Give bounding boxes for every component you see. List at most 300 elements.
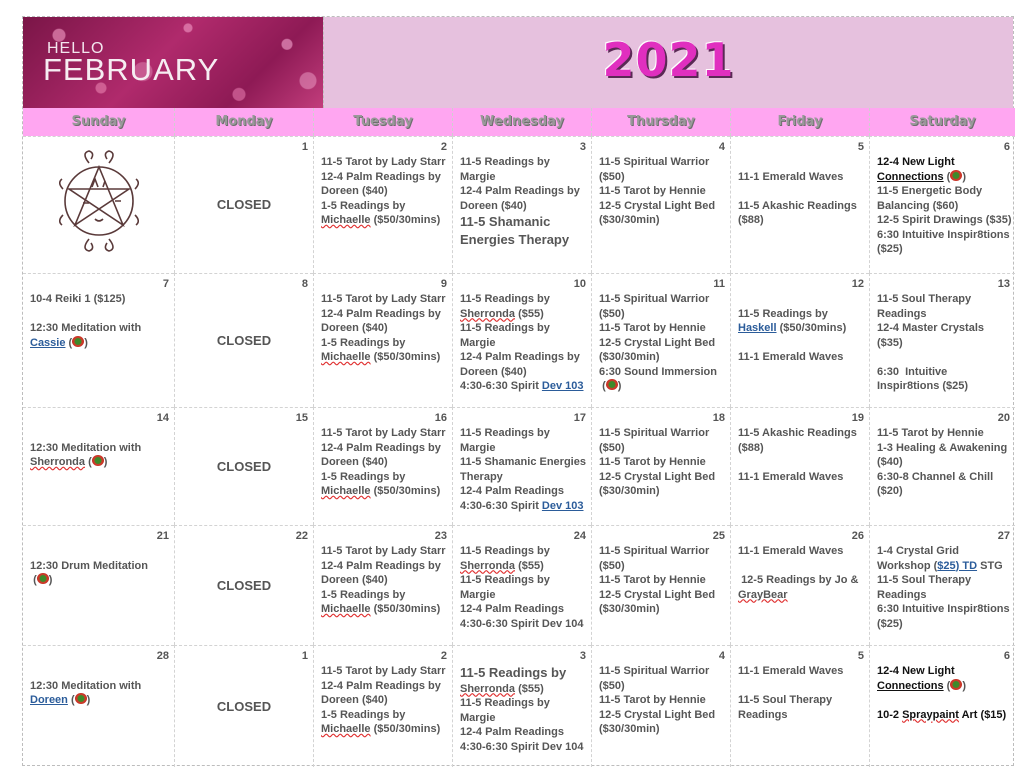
heart-emoji-icon xyxy=(606,379,618,390)
event-text: 12:30 Meditation with xyxy=(30,679,142,692)
day-header-saturday: Saturday xyxy=(869,108,1015,136)
event-list xyxy=(738,426,866,484)
event-text: 12-4 Palm Readings by Doreen ($40) xyxy=(321,307,444,334)
event-line xyxy=(599,365,727,380)
event-text: 12-4 Palm Readings xyxy=(460,726,564,738)
event-text: Spraypaint xyxy=(902,708,959,721)
event-text: 12-5 Readings by Jo & xyxy=(738,574,862,586)
event-text xyxy=(30,545,33,557)
day-number: 25 xyxy=(712,530,725,542)
event-text: ($50/30mins) xyxy=(370,351,441,363)
day-cell xyxy=(313,407,452,525)
event-text: 11-5 Tarot by Lady Starr xyxy=(321,156,446,168)
event-line xyxy=(321,544,449,559)
event-line xyxy=(321,559,449,588)
event-line xyxy=(877,292,1012,321)
event-text: 12-4 Palm Readings by Doreen ($40) xyxy=(321,170,444,197)
event-line xyxy=(877,228,1012,257)
event-list xyxy=(599,292,727,394)
event-line xyxy=(738,307,866,322)
event-line: Cassie ( ) xyxy=(30,336,88,349)
event-link[interactable]: Connections xyxy=(877,679,944,692)
event-list xyxy=(599,426,727,499)
day-number: 20 xyxy=(997,412,1010,424)
event-list xyxy=(321,292,449,365)
event-text: 11-5 Readings by xyxy=(460,545,550,557)
event-list xyxy=(599,155,727,228)
event-line xyxy=(460,499,588,514)
event-line xyxy=(30,441,171,456)
event-line: Sherronda ( ) xyxy=(30,456,108,468)
event-link[interactable]: Haskell xyxy=(738,322,777,334)
event-line xyxy=(738,470,866,485)
event-text: 11-5 Shamanic Energies Therapy xyxy=(460,456,590,483)
event-line xyxy=(599,470,727,499)
event-line xyxy=(599,292,727,321)
event-line xyxy=(599,664,727,693)
event-link[interactable]: $25) TD xyxy=(937,559,978,572)
event-line: Connections ( ) xyxy=(877,679,967,692)
event-line xyxy=(30,321,171,336)
event-text: 12-4 Palm Readings by Doreen ($40) xyxy=(460,351,583,378)
event-text: 12-4 New Light xyxy=(877,665,958,677)
event-text: 11-5 Tarot by Hennie xyxy=(599,694,706,706)
event-list xyxy=(321,426,449,499)
hello-february-banner xyxy=(23,17,323,108)
day-cell xyxy=(452,525,591,645)
event-text: 1-3 Healing & Awakening ($40) xyxy=(877,441,1011,468)
day-cell xyxy=(591,136,730,273)
event-text: 10-2 xyxy=(877,708,903,721)
event-line xyxy=(321,155,449,170)
event-line xyxy=(321,336,449,365)
day-number: 13 xyxy=(997,278,1010,290)
event-link[interactable]: Dev 103 xyxy=(541,499,584,512)
event-link[interactable]: Cassie xyxy=(30,336,66,349)
event-list xyxy=(877,664,1012,722)
event-list xyxy=(321,544,449,617)
event-line xyxy=(460,725,588,740)
event-text: 12-5 Crystal Light Bed ($30/30min) xyxy=(599,199,719,226)
event-text: Sherronda xyxy=(460,559,516,572)
event-text: 11-5 Readings by xyxy=(738,307,828,320)
event-line xyxy=(738,292,866,307)
banner-hello-text: HELLO xyxy=(47,40,105,57)
day-cell xyxy=(869,273,1015,407)
event-text: 11-5 Tarot by Hennie xyxy=(599,322,706,334)
event-line xyxy=(738,184,866,199)
event-line xyxy=(877,365,1012,394)
heart-emoji-icon xyxy=(72,336,84,347)
event-line xyxy=(30,307,171,322)
day-number: 1 xyxy=(301,141,308,153)
event-list xyxy=(30,426,171,470)
event-text xyxy=(877,694,880,706)
event-line xyxy=(738,693,866,722)
day-header-monday: Monday xyxy=(174,108,313,136)
event-text: Sherronda xyxy=(460,682,516,695)
event-text xyxy=(738,156,741,168)
event-line xyxy=(30,426,171,441)
event-text: 11-5 Tarot by Hennie xyxy=(877,427,984,439)
event-line xyxy=(460,664,588,682)
day-cell xyxy=(174,273,313,407)
day-cell xyxy=(869,645,1015,767)
event-text: 11-5 Readings by Margie xyxy=(460,697,553,724)
event-text: 11-5 Readings by xyxy=(460,665,567,680)
day-number: 4 xyxy=(718,141,725,153)
event-list xyxy=(460,664,588,754)
event-link[interactable]: Dev 103 xyxy=(541,380,584,392)
day-cell xyxy=(730,136,869,273)
year-title: 2021 xyxy=(602,33,735,87)
event-text: ($55) xyxy=(515,682,544,695)
event-list xyxy=(738,664,866,722)
closed-label: CLOSED xyxy=(216,332,272,348)
event-line xyxy=(599,455,727,470)
event-text xyxy=(738,680,741,692)
event-text: 12-5 Spirit Drawings ($35) xyxy=(877,214,1012,226)
heart-emoji-icon xyxy=(37,573,49,584)
day-number: 2 xyxy=(440,650,447,662)
event-line xyxy=(460,682,588,697)
event-text: Sherronda xyxy=(30,456,86,468)
day-number: 28 xyxy=(156,650,169,662)
day-cell xyxy=(730,407,869,525)
event-text: Sherronda xyxy=(460,307,516,320)
event-text: ($55) xyxy=(515,559,544,572)
heart-emoji-icon xyxy=(92,455,104,466)
day-cell xyxy=(23,136,174,273)
event-line xyxy=(877,470,1012,499)
event-line xyxy=(877,321,1012,350)
event-text: 4:30-6:30 Spirit xyxy=(460,499,542,512)
event-line xyxy=(321,470,449,499)
event-line xyxy=(599,693,727,708)
event-text: 11-5 Akashic Readings ($88) xyxy=(738,427,860,454)
event-text xyxy=(738,337,741,349)
event-text: 11-5 Tarot by Lady Starr xyxy=(321,427,446,439)
event-text: 11-5 Tarot by Hennie xyxy=(599,456,706,468)
event-text: 6:30 Intuitive Inspir8tions ($25) xyxy=(877,228,1013,255)
event-line xyxy=(599,155,727,184)
event-line xyxy=(460,602,588,617)
event-text: 11-5 Shamanic Energies Therapy xyxy=(460,214,570,247)
event-line: Doreen ( ) xyxy=(30,694,91,706)
day-number: 14 xyxy=(156,412,169,424)
event-line xyxy=(321,292,449,307)
event-line xyxy=(460,573,588,602)
event-line xyxy=(321,441,449,470)
event-text: 12:30 Meditation with xyxy=(30,441,142,454)
event-text: ($50/30mins) xyxy=(370,214,441,226)
closed-label: CLOSED xyxy=(216,577,272,593)
event-line xyxy=(599,708,727,737)
event-line xyxy=(599,199,727,228)
day-number: 3 xyxy=(579,650,586,662)
day-number: 12 xyxy=(851,278,864,290)
event-text: 11-5 Readings by xyxy=(460,293,550,305)
event-text: ($55) xyxy=(515,307,544,320)
event-text: 11-5 Readings by Margie xyxy=(460,574,553,601)
event-line xyxy=(599,426,727,455)
event-text: 4:30-6:30 Spirit Dev 104 xyxy=(460,740,584,753)
event-text: 11-5 Spiritual Warrior ($50) xyxy=(599,427,713,454)
day-number: 15 xyxy=(295,412,308,424)
day-number: 1 xyxy=(301,650,308,662)
event-text: 4:30-6:30 Spirit Dev 104 xyxy=(460,617,584,630)
event-text: 12-5 Crystal Light Bed ($30/30min) xyxy=(599,336,719,363)
event-text: 1-5 Readings by xyxy=(321,199,409,212)
day-header-wednesday: Wednesday xyxy=(452,108,591,136)
event-line xyxy=(460,740,588,755)
day-cell xyxy=(591,525,730,645)
event-line xyxy=(738,455,866,470)
event-text: Michaelle xyxy=(321,351,371,363)
event-text: 12-4 Palm Readings by Doreen ($40) xyxy=(321,441,444,468)
day-cell xyxy=(23,525,174,645)
event-line xyxy=(460,292,588,307)
event-line xyxy=(877,573,1012,602)
event-list xyxy=(460,292,588,394)
event-link[interactable]: Doreen xyxy=(30,694,68,706)
event-text: 11-5 Tarot by Hennie xyxy=(599,185,706,197)
day-number: 10 xyxy=(573,278,586,290)
event-text xyxy=(738,560,741,572)
closed-label: CLOSED xyxy=(216,197,272,212)
event-line xyxy=(460,484,588,499)
day-number: 17 xyxy=(573,412,586,424)
event-text: 10-4 Reiki 1 ($125) xyxy=(30,293,126,305)
event-link[interactable]: Connections xyxy=(877,170,944,183)
event-line xyxy=(599,544,727,573)
event-text: 12-4 Palm Readings by Doreen ($40) xyxy=(460,185,583,212)
day-cell xyxy=(730,273,869,407)
event-line xyxy=(321,426,449,441)
event-list xyxy=(738,544,866,602)
event-text: 12:30 Drum Meditation xyxy=(30,559,148,572)
event-line xyxy=(877,602,1012,631)
event-list xyxy=(738,155,866,228)
event-text: 12-4 Palm Readings xyxy=(460,603,564,615)
event-line xyxy=(321,199,449,228)
day-cell xyxy=(23,273,174,407)
event-line xyxy=(738,559,866,574)
day-cell xyxy=(591,273,730,407)
event-text: 1-4 Crystal Grid Workshop ( xyxy=(877,545,962,572)
day-number: 5 xyxy=(857,650,864,662)
event-text: 11-5 Soul Therapy Readings xyxy=(877,574,975,601)
event-line xyxy=(599,573,727,588)
day-cell xyxy=(174,525,313,645)
event-line xyxy=(321,664,449,679)
event-text: 4:30-6:30 Spirit xyxy=(460,380,542,392)
event-line xyxy=(738,664,866,679)
event-list xyxy=(877,426,1012,499)
event-text xyxy=(738,185,741,197)
event-line xyxy=(738,321,866,336)
event-line xyxy=(460,155,588,184)
event-line xyxy=(460,617,588,632)
year-header xyxy=(323,17,1013,108)
heart-emoji-icon xyxy=(75,693,87,704)
day-cell xyxy=(313,525,452,645)
day-number: 16 xyxy=(434,412,447,424)
day-number: 19 xyxy=(851,412,864,424)
event-list xyxy=(460,155,588,248)
event-text: Michaelle xyxy=(321,485,371,497)
day-number: 6 xyxy=(1003,650,1010,662)
event-text xyxy=(877,351,880,363)
event-text: 6:30-8 Channel & Chill ($20) xyxy=(877,470,997,497)
event-line xyxy=(599,336,727,365)
event-line xyxy=(599,184,727,199)
calendar xyxy=(22,16,1014,766)
event-line xyxy=(460,307,588,322)
event-text: Art ($15) xyxy=(958,708,1007,721)
event-text: GrayBear xyxy=(738,588,788,601)
event-line xyxy=(460,544,588,559)
event-text: 11-5 Tarot by Lady Starr xyxy=(321,665,446,677)
day-header-thursday: Thursday xyxy=(591,108,730,136)
event-line xyxy=(877,350,1012,365)
event-text xyxy=(30,427,33,439)
event-text: Michaelle xyxy=(321,603,371,615)
day-cell xyxy=(730,525,869,645)
event-text: 11-5 Spiritual Warrior ($50) xyxy=(599,665,713,692)
event-text: 11-5 Tarot by Lady Starr xyxy=(321,293,446,305)
event-line xyxy=(460,350,588,379)
event-text: ($50/30mins) xyxy=(370,603,441,615)
day-number: 8 xyxy=(301,278,308,290)
closed-label: CLOSED xyxy=(216,698,272,714)
event-line xyxy=(738,170,866,185)
event-line xyxy=(738,155,866,170)
event-text: 11-5 Tarot by Lady Starr xyxy=(321,545,446,557)
event-text xyxy=(30,308,33,320)
event-text: 12:30 Meditation with xyxy=(30,322,142,334)
event-line xyxy=(877,155,1012,170)
event-text xyxy=(30,665,33,677)
event-line xyxy=(738,426,866,455)
day-number: 3 xyxy=(579,141,586,153)
event-list xyxy=(30,292,171,350)
event-text: ($50/30mins) xyxy=(776,322,847,334)
day-cell xyxy=(869,136,1015,273)
day-number: 4 xyxy=(718,650,725,662)
event-text: 1-5 Readings by xyxy=(321,336,409,349)
day-number: 18 xyxy=(712,412,725,424)
day-number: 2 xyxy=(440,141,447,153)
event-text: STG xyxy=(977,559,1003,572)
event-text: 11-5 Spiritual Warrior ($50) xyxy=(599,293,713,320)
day-cell xyxy=(452,273,591,407)
event-line xyxy=(460,213,588,248)
day-number: 5 xyxy=(857,141,864,153)
event-text: ($50/30mins) xyxy=(370,485,441,497)
event-line xyxy=(460,426,588,455)
event-list xyxy=(321,155,449,228)
event-text: 11-1 Emerald Waves xyxy=(738,351,844,363)
event-line xyxy=(738,679,866,694)
event-list xyxy=(738,292,866,365)
event-text: Michaelle xyxy=(321,723,371,735)
event-text: 11-5 Readings by Margie xyxy=(460,156,553,183)
day-cell xyxy=(730,645,869,767)
day-cell xyxy=(23,645,174,767)
event-line: ( ) xyxy=(30,574,53,586)
event-line xyxy=(599,588,727,617)
event-line xyxy=(30,679,171,694)
event-text: 12-5 Crystal Light Bed ($30/30min) xyxy=(599,588,719,615)
event-text: 11-5 Tarot by Hennie xyxy=(599,574,706,586)
day-header-sunday: Sunday xyxy=(23,108,174,136)
event-text: 11-5 Spiritual Warrior ($50) xyxy=(599,156,713,183)
event-line xyxy=(460,455,588,484)
day-cell xyxy=(174,407,313,525)
day-cell xyxy=(174,136,313,273)
event-list xyxy=(321,664,449,737)
day-cell xyxy=(869,407,1015,525)
event-text: 12-4 Master Crystals ($35) xyxy=(877,322,988,349)
event-list xyxy=(877,155,1012,257)
event-line xyxy=(321,170,449,199)
event-text: 12-4 New Light xyxy=(877,156,958,168)
event-text: 6:30 Intuitive Inspir8tions ($25) xyxy=(877,603,1013,630)
event-text: 1-5 Readings by xyxy=(321,588,409,601)
event-text: 6:30 Sound Immersion xyxy=(599,365,717,378)
event-text: 11-1 Emerald Waves xyxy=(738,470,844,483)
day-number: 6 xyxy=(1003,141,1010,153)
day-header-friday: Friday xyxy=(730,108,869,136)
event-text xyxy=(738,293,741,305)
day-cell xyxy=(313,645,452,767)
event-line xyxy=(460,184,588,213)
event-line xyxy=(877,693,1012,708)
event-text: 11-5 Energetic Body Balancing ($60) xyxy=(877,185,986,212)
event-text: 11-5 Akashic Readings ($88) xyxy=(738,199,860,226)
event-line xyxy=(460,559,588,574)
event-line xyxy=(877,213,1012,228)
event-list xyxy=(599,664,727,737)
day-cell xyxy=(591,645,730,767)
event-text: 11-5 Spiritual Warrior ($50) xyxy=(599,545,713,572)
event-line xyxy=(460,379,588,394)
day-cell xyxy=(174,645,313,767)
event-line xyxy=(877,708,1012,723)
event-text: 11-5 Soul Therapy Readings xyxy=(877,293,975,320)
day-cell xyxy=(452,407,591,525)
day-number: 9 xyxy=(440,278,447,290)
event-line xyxy=(738,199,866,228)
day-cell xyxy=(869,525,1015,645)
event-line xyxy=(738,336,866,351)
event-line xyxy=(877,664,1012,679)
day-cell xyxy=(313,273,452,407)
event-line xyxy=(321,708,449,737)
day-number: 23 xyxy=(434,530,447,542)
event-line xyxy=(30,664,171,679)
event-text: 11-5 Soul Therapy Readings xyxy=(738,694,836,721)
event-line xyxy=(460,696,588,725)
heart-emoji-icon xyxy=(950,679,962,690)
event-text: 12-4 Palm Readings by Doreen ($40) xyxy=(321,559,444,586)
event-text: 12-5 Crystal Light Bed ($30/30min) xyxy=(599,708,719,735)
closed-label: CLOSED xyxy=(216,458,272,474)
event-list xyxy=(460,544,588,631)
day-number: 27 xyxy=(997,530,1010,542)
event-line xyxy=(877,544,1012,573)
